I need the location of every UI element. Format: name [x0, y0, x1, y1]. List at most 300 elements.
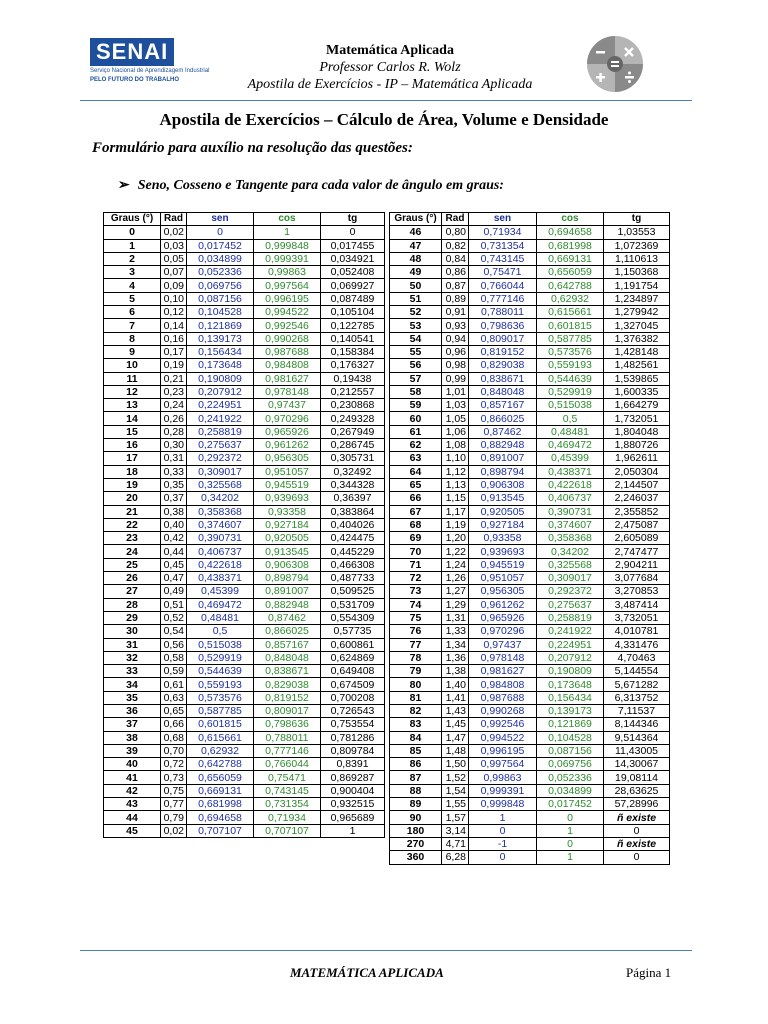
- cell-sen: 0,017452: [187, 239, 254, 252]
- cell-tg: 0,624869: [321, 651, 385, 664]
- cell-graus: 9: [104, 345, 161, 358]
- cell-sen: 0,838671: [469, 372, 537, 385]
- cell-cos: 0,615661: [537, 306, 604, 319]
- cell-tg: 0,466308: [321, 558, 385, 571]
- table-row: [390, 306, 670, 319]
- cell-graus: 63: [390, 452, 442, 465]
- table-row: [104, 665, 385, 678]
- cell-cos: 0,559193: [537, 359, 604, 372]
- cell-graus: 56: [390, 359, 442, 372]
- cell-sen: 0,882948: [469, 439, 537, 452]
- cell-rad: 1,33: [442, 625, 469, 638]
- cell-rad: 0,80: [442, 226, 469, 239]
- cell-sen: 0,224951: [187, 399, 254, 412]
- cell-tg: 1,150368: [604, 266, 670, 279]
- cell-cos: 0,224951: [537, 638, 604, 651]
- cell-cos: 0,838671: [254, 665, 321, 678]
- cell-tg: 2,050304: [604, 465, 670, 478]
- cell-rad: 1,47: [442, 731, 469, 744]
- footer-title: MATEMÁTICA APLICADA: [290, 965, 444, 980]
- table-row: [390, 518, 670, 531]
- cell-graus: 67: [390, 505, 442, 518]
- table-row: [390, 359, 670, 372]
- cell-tg: 1,234897: [604, 292, 670, 305]
- cell-graus: 83: [390, 718, 442, 731]
- table-row: [390, 771, 670, 784]
- cell-cos: 0,069756: [537, 758, 604, 771]
- table-row: [104, 651, 385, 664]
- table-row: [104, 292, 385, 305]
- cell-rad: 0,61: [161, 678, 187, 691]
- cell-cos: 1: [537, 851, 604, 864]
- cell-graus: 7: [104, 319, 161, 332]
- cell-sen: 0,309017: [187, 465, 254, 478]
- cell-cos: 0,669131: [537, 252, 604, 265]
- cell-graus: 2: [104, 252, 161, 265]
- cell-rad: 0,98: [442, 359, 469, 372]
- cell-cos: 0,5: [537, 412, 604, 425]
- cell-cos: 0,898794: [254, 572, 321, 585]
- cell-tg: 0,087489: [321, 292, 385, 305]
- cell-sen: 0,173648: [187, 359, 254, 372]
- table-row: [104, 611, 385, 624]
- cell-tg: 1,279942: [604, 306, 670, 319]
- cell-rad: 0,09: [161, 279, 187, 292]
- table-body-right: [390, 226, 670, 864]
- cell-cos: 0,694658: [537, 226, 604, 239]
- cell-tg: 57,28996: [604, 798, 670, 811]
- cell-cos: 0,358368: [537, 532, 604, 545]
- cell-rad: 0,84: [442, 252, 469, 265]
- table-row: [390, 478, 670, 491]
- cell-graus: 19: [104, 478, 161, 491]
- header-title: Matemática Aplicada: [326, 43, 454, 58]
- cell-rad: 1,08: [442, 439, 469, 452]
- cell-rad: 1,27: [442, 585, 469, 598]
- cell-tg: 0,809784: [321, 744, 385, 757]
- table-row: [390, 319, 670, 332]
- cell-cos: 0,965926: [254, 425, 321, 438]
- table-row: [390, 704, 670, 717]
- cell-sen: 0,906308: [469, 478, 537, 491]
- table-row: [104, 359, 385, 372]
- arrow-bullet-icon: ➢: [118, 178, 130, 193]
- cell-cos: 0,891007: [254, 585, 321, 598]
- cell-cos: 0,707107: [254, 824, 321, 837]
- cell-cos: 0,731354: [254, 798, 321, 811]
- cell-tg: 7,11537: [604, 704, 670, 717]
- cell-sen: 0,920505: [469, 505, 537, 518]
- table-row: [390, 279, 670, 292]
- cell-sen: 0,994522: [469, 731, 537, 744]
- cell-tg: 6,313752: [604, 691, 670, 704]
- cell-tg: 1,804048: [604, 425, 670, 438]
- cell-sen: 0: [469, 824, 537, 837]
- cell-cos: 0,45399: [537, 452, 604, 465]
- cell-sen: 0,469472: [187, 598, 254, 611]
- cell-rad: 0,07: [161, 266, 187, 279]
- cell-tg: 0,424475: [321, 532, 385, 545]
- cell-tg: 4,70463: [604, 651, 670, 664]
- cell-rad: 0,44: [161, 545, 187, 558]
- cell-rad: 1,26: [442, 572, 469, 585]
- cell-rad: 0,87: [442, 279, 469, 292]
- cell-cos: 0,97437: [254, 399, 321, 412]
- cell-cos: 0,374607: [537, 518, 604, 531]
- cell-tg: 0,32492: [321, 465, 385, 478]
- cell-graus: 37: [104, 718, 161, 731]
- cell-rad: 0,19: [161, 359, 187, 372]
- cell-graus: 45: [104, 824, 161, 837]
- cell-sen: 0,325568: [187, 478, 254, 491]
- cell-rad: 3,14: [442, 824, 469, 837]
- cell-graus: 64: [390, 465, 442, 478]
- cell-rad: 0,89: [442, 292, 469, 305]
- cell-tg: 9,514364: [604, 731, 670, 744]
- cell-cos: 0,681998: [537, 239, 604, 252]
- cell-cos: 0,173648: [537, 678, 604, 691]
- cell-cos: 0,642788: [537, 279, 604, 292]
- cell-cos: 0,777146: [254, 744, 321, 757]
- bullet-text: Seno, Cosseno e Tangente para cada valor de ângulo em graus:: [137, 178, 504, 193]
- cell-rad: 0,54: [161, 625, 187, 638]
- cell-cos: 0,829038: [254, 678, 321, 691]
- cell-sen: 0,984808: [469, 678, 537, 691]
- cell-sen: 0,766044: [469, 279, 537, 292]
- table-row: [390, 385, 670, 398]
- cell-rad: 0,99: [442, 372, 469, 385]
- table-row: [104, 678, 385, 691]
- cell-tg: 0,230868: [321, 399, 385, 412]
- cell-cos: 0,99863: [254, 266, 321, 279]
- cell-tg: 0,122785: [321, 319, 385, 332]
- cell-rad: 0,91: [442, 306, 469, 319]
- cell-graus: 43: [104, 798, 161, 811]
- cell-cos: 0,656059: [537, 266, 604, 279]
- cell-tg: 28,63625: [604, 784, 670, 797]
- cell-graus: 5: [104, 292, 161, 305]
- table-row: [390, 837, 670, 850]
- cell-tg: ñ existe: [604, 837, 670, 850]
- cell-rad: 1,12: [442, 465, 469, 478]
- col-header-rad: Rad: [442, 213, 469, 226]
- table-body-left: [104, 226, 385, 838]
- cell-sen: 0,587785: [187, 704, 254, 717]
- cell-sen: 0,97437: [469, 638, 537, 651]
- cell-graus: 46: [390, 226, 442, 239]
- cell-rad: 0,30: [161, 439, 187, 452]
- table-row: [390, 744, 670, 757]
- table-row: [390, 625, 670, 638]
- cell-sen: 0,93358: [469, 532, 537, 545]
- cell-sen: 0,681998: [187, 798, 254, 811]
- table-row: [104, 306, 385, 319]
- cell-rad: 1,20: [442, 532, 469, 545]
- cell-cos: 0,34202: [537, 545, 604, 558]
- cell-cos: 0,48481: [537, 425, 604, 438]
- cell-rad: 0,02: [161, 226, 187, 239]
- cell-tg: 19,08114: [604, 771, 670, 784]
- cell-sen: 0,656059: [187, 771, 254, 784]
- cell-cos: 0,997564: [254, 279, 321, 292]
- cell-tg: 3,077684: [604, 572, 670, 585]
- cell-sen: 0,45399: [187, 585, 254, 598]
- cell-graus: 85: [390, 744, 442, 757]
- cell-sen: 0,515038: [187, 638, 254, 651]
- table-row: [104, 505, 385, 518]
- cell-cos: 0,999391: [254, 252, 321, 265]
- cell-cos: 0,920505: [254, 532, 321, 545]
- table-row: [104, 758, 385, 771]
- page-header: [0, 0, 768, 100]
- cell-sen: 0,866025: [469, 412, 537, 425]
- cell-tg: 1,110613: [604, 252, 670, 265]
- table-row: [104, 478, 385, 491]
- cell-graus: 15: [104, 425, 161, 438]
- cell-tg: 11,43005: [604, 744, 670, 757]
- cell-cos: 0,992546: [254, 319, 321, 332]
- table-row: [390, 824, 670, 837]
- cell-cos: 0,121869: [537, 718, 604, 731]
- table-row: [104, 372, 385, 385]
- cell-sen: 0,615661: [187, 731, 254, 744]
- cell-sen: 0,981627: [469, 665, 537, 678]
- cell-sen: 0,207912: [187, 385, 254, 398]
- cell-sen: 0,978148: [469, 651, 537, 664]
- cell-sen: 0,999848: [469, 798, 537, 811]
- cell-sen: 0,707107: [187, 824, 254, 837]
- cell-graus: 18: [104, 465, 161, 478]
- table-row: [390, 678, 670, 691]
- cell-graus: 14: [104, 412, 161, 425]
- cell-rad: 0,14: [161, 319, 187, 332]
- table-row: [390, 372, 670, 385]
- cell-rad: 0,63: [161, 691, 187, 704]
- cell-graus: 32: [104, 651, 161, 664]
- table-row: [390, 226, 670, 239]
- cell-cos: 0,987688: [254, 345, 321, 358]
- cell-cos: 0,438371: [537, 465, 604, 478]
- cell-cos: 0,951057: [254, 465, 321, 478]
- cell-graus: 54: [390, 332, 442, 345]
- cell-graus: 270: [390, 837, 442, 850]
- table-row: [390, 412, 670, 425]
- cell-sen: 0,913545: [469, 492, 537, 505]
- table-row: [390, 505, 670, 518]
- cell-sen: 0,5: [187, 625, 254, 638]
- cell-rad: 1,13: [442, 478, 469, 491]
- cell-graus: 84: [390, 731, 442, 744]
- cell-graus: 86: [390, 758, 442, 771]
- cell-tg: ñ existe: [604, 811, 670, 824]
- cell-tg: 0,531709: [321, 598, 385, 611]
- cell-tg: 0,105104: [321, 306, 385, 319]
- cell-cos: 0,034899: [537, 784, 604, 797]
- header-professor: Professor Carlos R. Wolz: [319, 60, 461, 75]
- cell-rad: 0,03: [161, 239, 187, 252]
- cell-tg: 14,30067: [604, 758, 670, 771]
- table-row: [390, 266, 670, 279]
- cell-sen: 0,75471: [469, 266, 537, 279]
- cell-sen: 0,529919: [187, 651, 254, 664]
- table-row: [104, 252, 385, 265]
- table-row: [104, 572, 385, 585]
- cell-graus: 66: [390, 492, 442, 505]
- cell-cos: 0,544639: [537, 372, 604, 385]
- cell-rad: 0,56: [161, 638, 187, 651]
- cell-cos: 0,515038: [537, 399, 604, 412]
- cell-graus: 22: [104, 518, 161, 531]
- cell-tg: 1,539865: [604, 372, 670, 385]
- table-row: [104, 744, 385, 757]
- cell-sen: 0,121869: [187, 319, 254, 332]
- cell-tg: 0,052408: [321, 266, 385, 279]
- cell-rad: 1,05: [442, 412, 469, 425]
- cell-graus: 38: [104, 731, 161, 744]
- cell-rad: 1,06: [442, 425, 469, 438]
- cell-rad: 1,03: [442, 399, 469, 412]
- cell-graus: 79: [390, 665, 442, 678]
- cell-rad: 0,31: [161, 452, 187, 465]
- cell-graus: 78: [390, 651, 442, 664]
- cell-rad: 1,29: [442, 598, 469, 611]
- cell-cos: 0,939693: [254, 492, 321, 505]
- cell-rad: 1,52: [442, 771, 469, 784]
- cell-sen: 0,970296: [469, 625, 537, 638]
- cell-graus: 49: [390, 266, 442, 279]
- cell-rad: 1,10: [442, 452, 469, 465]
- cell-rad: 0,40: [161, 518, 187, 531]
- document-title: Apostila de Exercícios – Cálculo de Área, Volume e Densidade: [159, 110, 609, 129]
- cell-cos: 0,882948: [254, 598, 321, 611]
- cell-sen: 0,996195: [469, 744, 537, 757]
- cell-tg: 1,732051: [604, 412, 670, 425]
- cell-cos: 0,743145: [254, 784, 321, 797]
- cell-sen: -1: [469, 837, 537, 850]
- table-row: [390, 718, 670, 731]
- cell-graus: 90: [390, 811, 442, 824]
- cell-sen: 0,422618: [187, 558, 254, 571]
- cell-sen: 0,992546: [469, 718, 537, 731]
- cell-cos: 0,978148: [254, 385, 321, 398]
- cell-rad: 0,73: [161, 771, 187, 784]
- cell-tg: 8,144346: [604, 718, 670, 731]
- cell-tg: 0,140541: [321, 332, 385, 345]
- table-row: [390, 532, 670, 545]
- cell-graus: 74: [390, 598, 442, 611]
- cell-sen: 0,829038: [469, 359, 537, 372]
- cell-cos: 0,788011: [254, 731, 321, 744]
- cell-rad: 1,57: [442, 811, 469, 824]
- table-row: [390, 651, 670, 664]
- cell-tg: 1,327045: [604, 319, 670, 332]
- cell-sen: 0,956305: [469, 585, 537, 598]
- cell-tg: 0,649408: [321, 665, 385, 678]
- cell-sen: 0,34202: [187, 492, 254, 505]
- trig-table-right: [389, 212, 670, 865]
- cell-sen: 0,987688: [469, 691, 537, 704]
- cell-tg: 0,404026: [321, 518, 385, 531]
- cell-graus: 57: [390, 372, 442, 385]
- cell-rad: 0,72: [161, 758, 187, 771]
- cell-graus: 24: [104, 545, 161, 558]
- cell-rad: 0,49: [161, 585, 187, 598]
- cell-cos: 0,927184: [254, 518, 321, 531]
- cell-sen: 0,927184: [469, 518, 537, 531]
- page-number: Página 1: [626, 965, 672, 980]
- cell-tg: 0,069927: [321, 279, 385, 292]
- cell-tg: 0,932515: [321, 798, 385, 811]
- cell-rad: 0,21: [161, 372, 187, 385]
- cell-tg: 1: [321, 824, 385, 837]
- cell-tg: 0,753554: [321, 718, 385, 731]
- header-text: [200, 42, 580, 93]
- cell-graus: 73: [390, 585, 442, 598]
- table-row: [390, 638, 670, 651]
- cell-graus: 34: [104, 678, 161, 691]
- table-row: [390, 239, 670, 252]
- table-row: [104, 439, 385, 452]
- cell-cos: 0,104528: [537, 731, 604, 744]
- cell-sen: 0,156434: [187, 345, 254, 358]
- cell-cos: 0,956305: [254, 452, 321, 465]
- table-row: [390, 545, 670, 558]
- cell-sen: 0,241922: [187, 412, 254, 425]
- cell-graus: 69: [390, 532, 442, 545]
- table-row: [390, 731, 670, 744]
- cell-tg: 2,605089: [604, 532, 670, 545]
- cell-cos: 0,087156: [537, 744, 604, 757]
- cell-graus: 53: [390, 319, 442, 332]
- cell-tg: 0,781286: [321, 731, 385, 744]
- table-row: [390, 611, 670, 624]
- cell-tg: 0,383864: [321, 505, 385, 518]
- cell-graus: 4: [104, 279, 161, 292]
- cell-sen: 0,898794: [469, 465, 537, 478]
- cell-graus: 60: [390, 412, 442, 425]
- cell-graus: 72: [390, 572, 442, 585]
- table-row: [390, 665, 670, 678]
- cell-tg: 0,305731: [321, 452, 385, 465]
- cell-rad: 0,77: [161, 798, 187, 811]
- cell-rad: 0,33: [161, 465, 187, 478]
- table-row: [104, 319, 385, 332]
- cell-rad: 0,10: [161, 292, 187, 305]
- cell-sen: 0,559193: [187, 678, 254, 691]
- cell-cos: 0: [537, 811, 604, 824]
- cell-graus: 180: [390, 824, 442, 837]
- table-row: [104, 425, 385, 438]
- cell-sen: 0: [469, 851, 537, 864]
- math-operations-icon: [585, 34, 645, 94]
- col-header-tg: tg: [604, 213, 670, 226]
- cell-cos: 1: [537, 824, 604, 837]
- cell-tg: 0,158384: [321, 345, 385, 358]
- table-row: [390, 332, 670, 345]
- table-row: [104, 625, 385, 638]
- cell-tg: 1,482561: [604, 359, 670, 372]
- cell-graus: 8: [104, 332, 161, 345]
- cell-rad: 1,34: [442, 638, 469, 651]
- cell-cos: 0,573576: [537, 345, 604, 358]
- cell-tg: 2,144507: [604, 478, 670, 491]
- cell-graus: 47: [390, 239, 442, 252]
- table-row: [104, 239, 385, 252]
- cell-cos: 0,87462: [254, 611, 321, 624]
- cell-sen: 0,139173: [187, 332, 254, 345]
- cell-cos: 0,309017: [537, 572, 604, 585]
- cell-tg: 5,671282: [604, 678, 670, 691]
